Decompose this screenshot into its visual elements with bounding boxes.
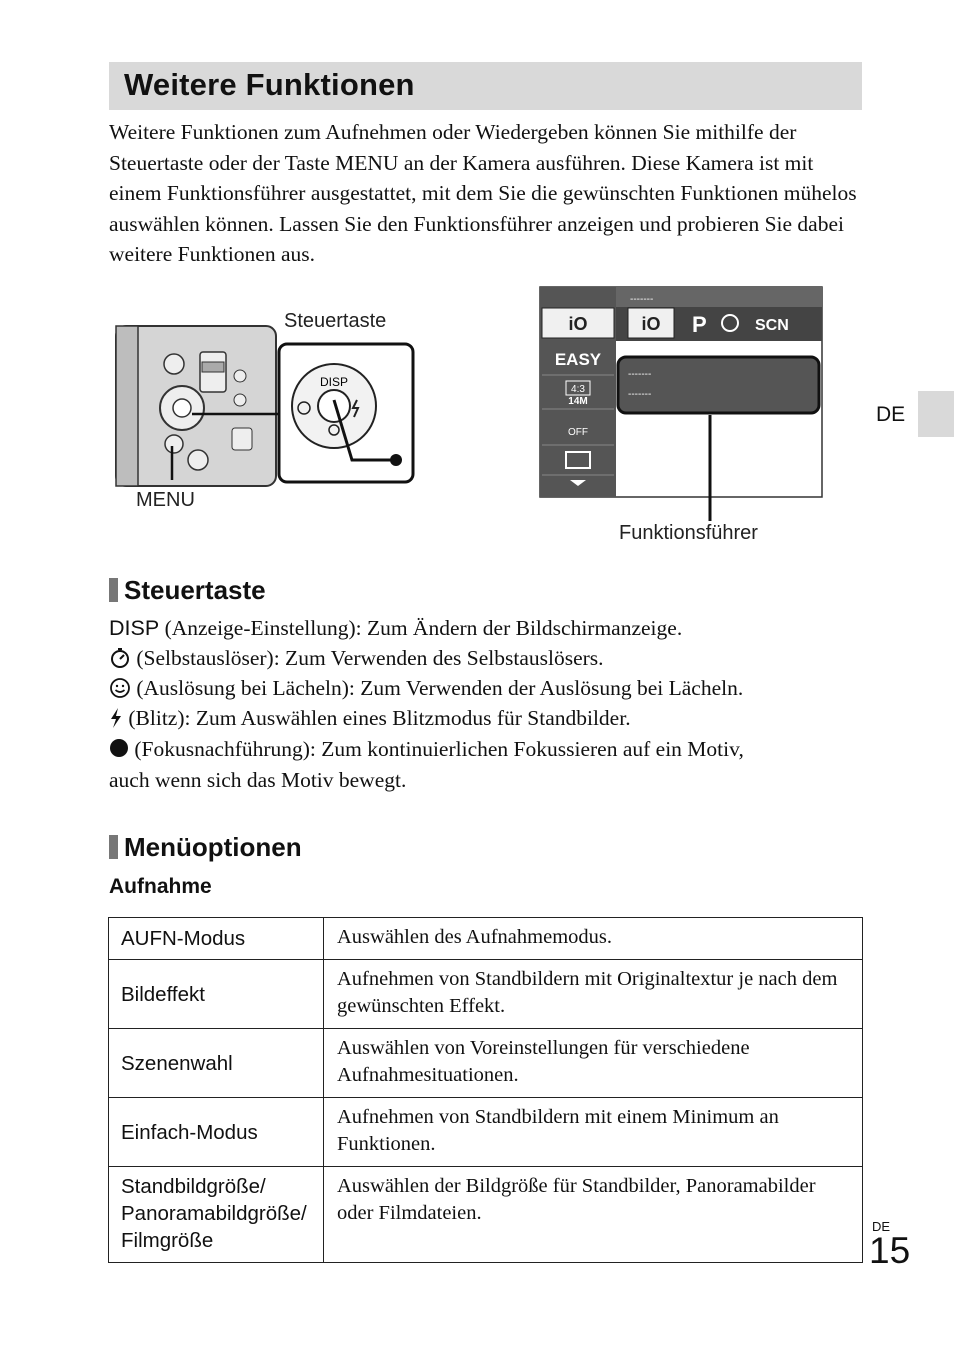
svg-text:-------: ------- <box>630 343 654 354</box>
page-title: Weitere Funktionen <box>124 67 415 102</box>
screen-p-mode: P <box>692 312 707 337</box>
svg-text:iO: iO <box>641 314 661 334</box>
flash-icon <box>109 707 123 729</box>
side-tab <box>918 391 954 437</box>
disp-key: DISP <box>109 616 160 640</box>
dial-disp-label: DISP <box>319 375 349 389</box>
svg-text:4:3: 4:3 <box>571 384 585 395</box>
line-laecheln: (Auslösung bei Lächeln): Zum Verwenden der Auslösung bei Lächeln. <box>109 676 743 701</box>
table-key: Einfach-Modus <box>109 1098 324 1167</box>
label-menu: MENU <box>136 489 195 511</box>
table-value: Auswählen der Bildgröße für Standbilder, Panoramabilder oder Filmdateien. <box>324 1167 863 1263</box>
subheading-aufnahme: Aufnahme <box>109 875 212 898</box>
screen-easy: EASY <box>554 350 602 369</box>
screen-illustration <box>538 285 824 525</box>
title-bar <box>109 62 862 110</box>
line-fokus-cont: auch wenn sich das Motiv bewegt. <box>109 768 407 792</box>
table-row <box>109 918 863 960</box>
self-timer-icon <box>109 647 131 669</box>
table-row <box>109 1029 863 1098</box>
smile-icon <box>109 677 131 699</box>
label-steuertaste: Steuertaste <box>284 310 387 332</box>
footer-lang: DE <box>872 1219 891 1234</box>
svg-text:OFF: OFF <box>568 427 588 438</box>
table-key: AUFN-Modus <box>109 918 324 960</box>
page-number: 15 <box>869 1230 911 1271</box>
table-value: Aufnehmen von Standbildern mit Originaltextur je nach dem gewünschten Effekt. <box>324 960 863 1029</box>
screen-scn-mode: SCN <box>755 317 789 334</box>
table-row <box>109 960 863 1029</box>
focus-dot-icon <box>109 738 129 758</box>
label-funktionsfuehrer: Funktionsführer <box>619 522 758 544</box>
svg-text:14M: 14M <box>568 396 588 407</box>
table-value: Auswählen von Voreinstellungen für verschiedene Aufnahmesituationen. <box>324 1029 863 1098</box>
side-tab-label: DE <box>876 403 906 426</box>
table-key: Standbildgröße/ Panoramabildgröße/ Filmgröße <box>109 1167 324 1263</box>
line-fokus: (Fokusnachführung): Zum kontinuierlichen Fokussieren auf ein Motiv, <box>109 737 744 762</box>
heading-menueoptionen: Menüoptionen <box>109 832 302 863</box>
table-row <box>109 1167 863 1263</box>
svg-text:-------: ------- <box>628 369 652 380</box>
line-disp: DISP (Anzeige-Einstellung): Zum Ändern der Bildschirmanzeige. <box>109 616 683 640</box>
table-key: Bildeffekt <box>109 960 324 1029</box>
table-value: Aufnehmen von Standbildern mit einem Minimum an Funktionen. <box>324 1098 863 1167</box>
table-value: Auswählen des Aufnahmemodus. <box>324 918 863 960</box>
svg-text:-------: ------- <box>630 294 654 305</box>
heading-steuertaste: Steuertaste <box>109 575 266 606</box>
table-row <box>109 1098 863 1167</box>
menu-options-table <box>108 917 863 1263</box>
line-selbstausloeser: (Selbstauslöser): Zum Verwenden des Selbstauslösers. <box>109 646 604 671</box>
svg-text:iO: iO <box>568 314 588 334</box>
intro-paragraph: Weitere Funktionen zum Aufnehmen oder Wiedergeben können Sie mithilfe der Steuertaste oder der Taste MENU an der Kamera ausführen. Diese Kamera ist mit einem Funktionsführer ausgestattet, mit dem Sie die gewünschten Funktionen mühelos auswählen können. Lassen Sie den Funktionsführer anzeigen und probieren Sie dabei weitere Funktionen aus. <box>109 120 857 266</box>
table-key: Szenenwahl <box>109 1029 324 1098</box>
line-blitz: (Blitz): Zum Auswählen eines Blitzmodus für Standbilder. <box>109 706 631 731</box>
svg-text:-------: ------- <box>628 389 652 400</box>
